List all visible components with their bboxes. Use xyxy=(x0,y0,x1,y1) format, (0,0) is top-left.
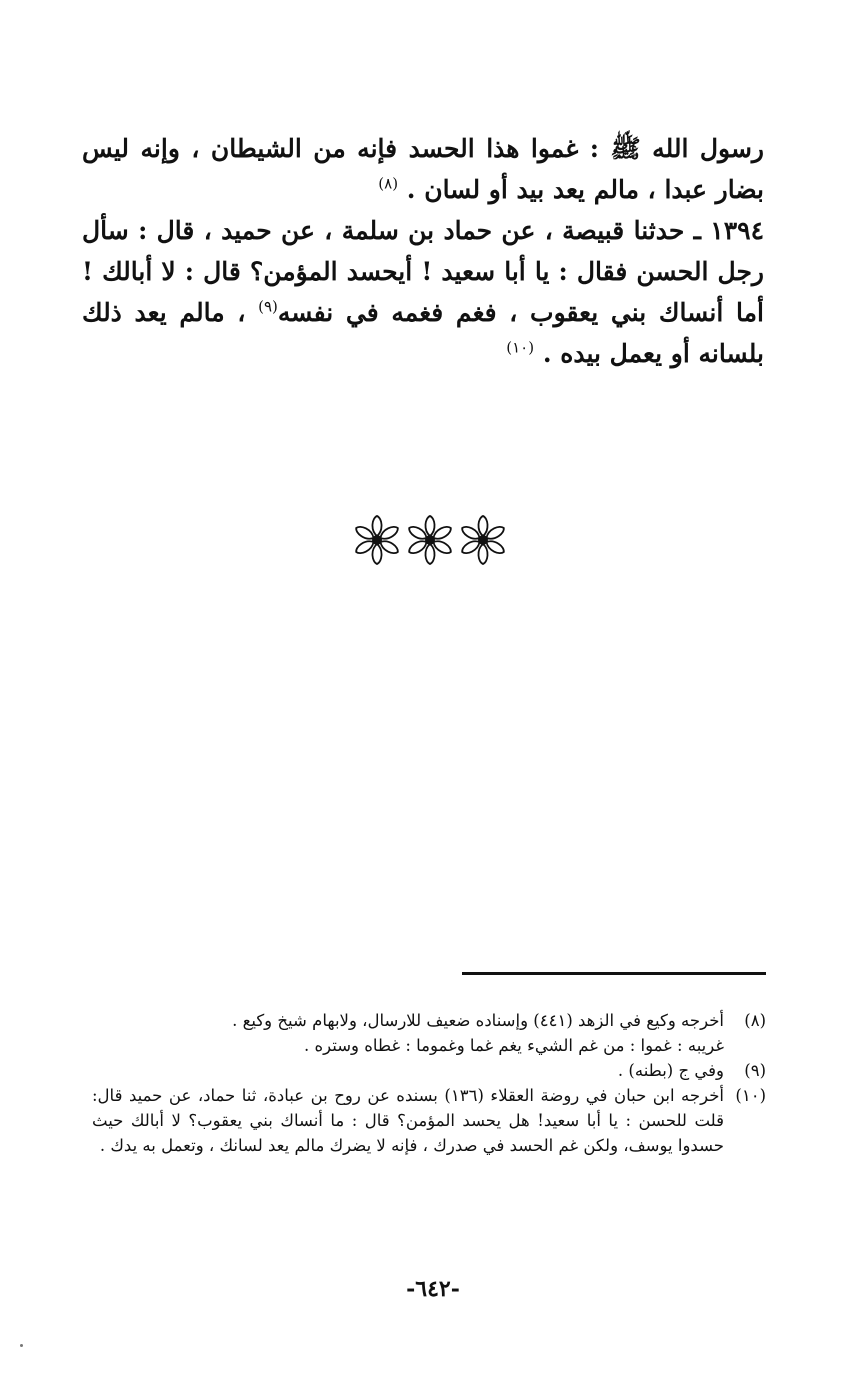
hadith-paragraph-1394 xyxy=(82,210,764,374)
footnote-10 xyxy=(92,1083,766,1158)
footnote-ref-8[interactable]: (٨) xyxy=(378,174,399,193)
flower-icon-left xyxy=(354,516,400,564)
hadith-1394-text-b: ، مالم يعد ذلك بلسانه أو يعمل بيده . xyxy=(82,298,764,368)
footnote-8-line-1: أخرجه وكيع في الزهد (٤٤١) وإسناده ضعيف للارسال، ولابهام شيخ وكيع . xyxy=(232,1011,724,1030)
footnote-10-line-1: أخرجه ابن حبان في روضة العقلاء (١٣٦) بسنده عن روح بن عبادة، ثنا حماد، عن حميد قال: قلت للحسن : يا أبا سعيد! هل يحسد المؤمن؟ قال : ما أنساك بني يعقوب؟ لا أبالك حيث حسدوا يوسف، ولكن غم الحسد في صدرك ، فإنه لا يضرك مالم يعد لسانك ، وتعمل به يدك . xyxy=(92,1086,724,1155)
footnote-8-line-2: غريبه : غموا : من غم الشيء يغم غما وغموما : غطاه وستره . xyxy=(304,1036,724,1055)
footnote-9-line-1: وفي ج (بطنه) . xyxy=(617,1061,724,1080)
footnote-9 xyxy=(92,1058,766,1083)
footnote-separator xyxy=(462,972,766,975)
hadith-1-text: رسول الله ﷺ : غموا هذا الحسد فإنه من الشيطان ، وإنه ليس بضار عبدا ، مالم يعد بيد أو لسان . xyxy=(82,134,764,204)
footnote-ref-9[interactable]: (٩) xyxy=(258,297,278,316)
footnote-number: (١٠) xyxy=(735,1086,766,1105)
footnote-number: (٩) xyxy=(744,1061,766,1080)
flower-icon-right xyxy=(460,516,506,564)
floral-ornament-divider xyxy=(350,510,510,570)
flower-icon-center xyxy=(407,516,453,564)
main-text xyxy=(82,128,764,374)
footnote-8 xyxy=(92,1008,766,1058)
hadith-1394-text-a: ١٣٩٤ ـ حدثنا قبيصة ، عن حماد بن سلمة ، عن حميد ، قال : سأل رجل الحسن فقال : يا أبا سعيد ! أيحسد المؤمن؟ قال : لا أبالك ! أما أنساك بني يعقوب ، فغم فغمه في نفسه xyxy=(82,216,764,327)
scan-speck xyxy=(20,1344,23,1347)
footnote-number: (٨) xyxy=(744,1011,766,1030)
page-number: -٦٤٢- xyxy=(406,1276,460,1302)
footnote-ref-10[interactable]: (١٠) xyxy=(506,338,535,357)
hadith-paragraph-1 xyxy=(82,128,764,210)
footnotes xyxy=(92,1008,766,1158)
